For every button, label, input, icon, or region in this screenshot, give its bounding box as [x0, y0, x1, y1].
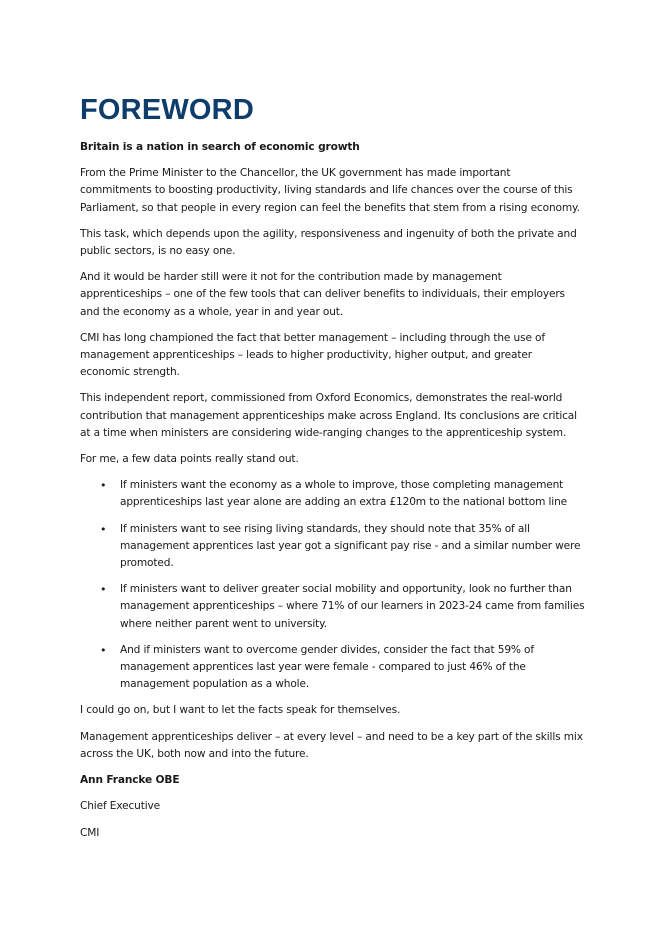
list-item [80, 581, 585, 633]
body-paragraph: For me, a few data points really stand out. [80, 453, 299, 466]
body-paragraph: I could go on, but I want to let the facts speak for themselves. [80, 704, 401, 717]
bullet-icon: • [100, 583, 107, 597]
body-paragraph: And it would be harder still were it not for the contribution made by management apprenticeships – one of the few tools that can deliver benefits to individuals, their employers and the economy as a whole, year in and year out. [80, 271, 565, 318]
body-paragraph: This independent report, commissioned from Oxford Economics, demonstrates the real-world contribution that management apprenticeships make across England. Its conclusions are critical at a time when ministers are considering wide-ranging changes to the apprenticeship system. [80, 392, 577, 439]
list-item-text: If ministers want the economy as a whole to improve, those completing management apprenticeships last year alone are adding an extra £120m to the national bottom line [120, 479, 568, 509]
body-paragraph: Management apprenticeships deliver – at every level – and need to be a key part of the skills mix across the UK, both now and into the future. [80, 730, 583, 760]
lead-heading: Britain is a nation in search of economic growth [80, 141, 360, 153]
signature-title: Chief Executive [80, 800, 160, 813]
bullet-icon: • [100, 522, 107, 536]
document-page [80, 93, 585, 851]
body-paragraph: From the Prime Minister to the Chancellor, the UK government has made important commitments to boosting productivity, living standards and life chances over the course of this Parliament, so that people in every region can feel the benefits that stem from a rising economy. [80, 167, 580, 214]
bullet-icon: • [100, 643, 107, 657]
bullet-icon: • [100, 479, 107, 493]
list-item [80, 521, 585, 573]
body-paragraph: This task, which depends upon the agility, responsiveness and ingenuity of both the private and public sectors, is no easy one. [80, 227, 577, 258]
list-item [80, 477, 585, 511]
page-title: FOREWORD [80, 94, 254, 126]
list-item-text: If ministers want to deliver greater social mobility and opportunity, look no further than management apprenticeships – where 71% of our learners in 2023-24 came from families where neither parent went to university. [120, 583, 585, 630]
signature-name: Ann Francke OBE [80, 774, 180, 787]
signature-organisation: CMI [80, 826, 100, 839]
list-item-text: And if ministers want to overcome gender divides, consider the fact that 59% of management apprentices last year were female - compared to just 46% of the management population as a whole. [120, 643, 534, 691]
data-points-list [80, 477, 585, 693]
list-item-text: If ministers want to see rising living standards, they should note that 35% of all management apprentices last year got a significant pay rise - and a similar number were promoted. [120, 522, 581, 570]
body-paragraph: CMI has long championed the fact that better management – including through the use of management apprenticeships – leads to higher productivity, higher output, and greater economic strength. [80, 331, 545, 379]
list-item [80, 642, 585, 694]
